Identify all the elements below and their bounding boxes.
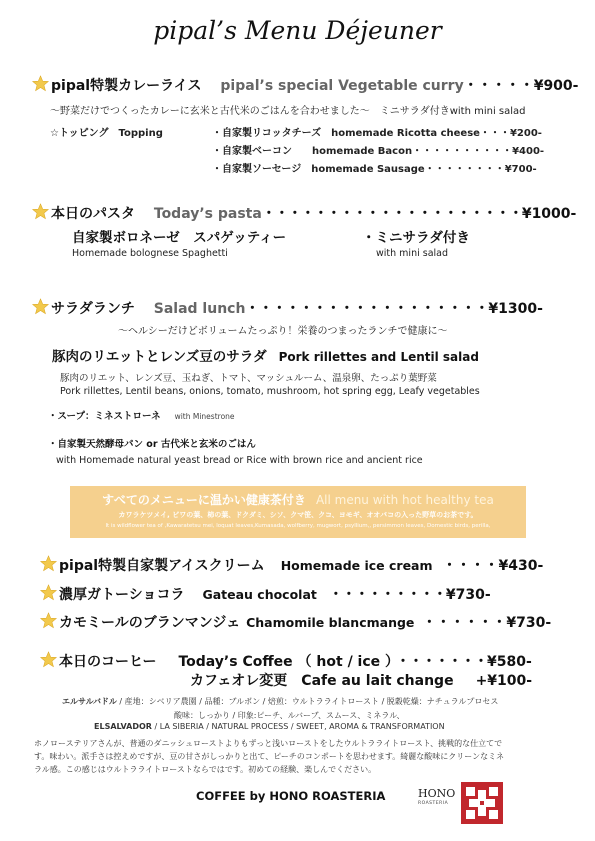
salad-name: サラダランチ	[51, 301, 135, 317]
star-icon	[40, 584, 57, 601]
banner-line-3: It is wildflower tea of ,Kawaratetsu mei, loquat leaves,Kumasada, wolfberry, mugwort, psyllium,, persimmon leaves, Domestic birds, perilla,	[105, 523, 491, 529]
star-icon	[40, 555, 57, 572]
pasta-leader: ・・・・・・・・・・・・・・・・・・・・	[261, 206, 522, 222]
salad-leader: ・・・・・・・・・・・・・・・・・・	[245, 301, 489, 317]
topping-row-sausage: ・自家製ソーセージ homemade Sausage・・・・・・・・¥700-	[212, 164, 537, 175]
pasta-row	[32, 203, 576, 223]
curry-name: pipal特製カレーライス	[51, 78, 202, 94]
star-icon	[32, 75, 49, 92]
curry-row	[32, 75, 578, 95]
star-icon	[40, 651, 57, 668]
salad-description: ～ヘルシーだけどボリュームたっぷり！栄養のつまったランチで健康に～	[118, 326, 448, 337]
star-icon	[32, 298, 49, 315]
coffee-story-line-3: ラル感。この感じはウルトラライトローストならではです。初めての経験、楽しんでください。	[34, 765, 377, 774]
pasta-name-en: Today’s pasta	[153, 206, 262, 222]
dessert-row-gateau: 濃厚ガトーショコラ Gateau chocolat ・・・・・・・・・¥730-	[40, 584, 491, 604]
hono-roasteria-logo-icon	[461, 782, 503, 824]
pasta-dish-en: Homemade bolognese Spaghetti	[72, 248, 228, 259]
roaster-credit: COFFEE by HONO ROASTERIA	[196, 789, 386, 803]
topping-label: ☆トッピング Topping	[50, 128, 163, 139]
coffee-option-row: カフェオレ変更 Cafe au lait change +¥100-	[190, 673, 533, 689]
star-icon	[32, 203, 49, 220]
coffee-story-line-1: ホノローステリアさんが、普通のダニッシュローストよりもずっと浅いローストをしたウルトラライトロースト、挑戦的な仕立てで	[34, 739, 503, 748]
curry-name-en: pipal’s special Vegetable curry	[220, 78, 464, 94]
pasta-name: 本日のパスタ	[51, 206, 135, 222]
banner-line-1: すべてのメニューに温かい健康茶付き All menu with hot healthy tea	[102, 493, 494, 507]
pasta-side-en: with mini salad	[376, 248, 449, 259]
logo-text: HONO	[418, 787, 456, 800]
pasta-price: ¥1000-	[521, 206, 577, 222]
curry-description: ～野菜だけでつくったカレーに玄米と古代米のごはんを合わせました～ ミニサラダ付きwith mini salad	[50, 106, 526, 117]
coffee-origin-jp: エルサルバドル / 産地：シベリア農園 / 品種：ブルボン / 焙煎：ウルトラライトロースト / 脱穀乾燥：ナチュラルプロセス	[62, 697, 499, 706]
coffee-story-line-2: す。味わい。派手さは控えめですが、豆の甘さがしっかりと出て、ピーチのコンポートを思わせます。綺麗な酸味にクリーンなミネ	[34, 752, 505, 761]
star-icon	[40, 612, 57, 629]
salad-row	[32, 298, 543, 318]
salad-bread: ・自家製天然酵母パン or 古代米と玄米のごはん	[48, 439, 256, 450]
pasta-dish: 自家製ボロネーゼ スパゲッティー	[72, 230, 287, 246]
salad-name-en: Salad lunch	[153, 301, 246, 317]
salad-dish: 豚肉のリエットとレンズ豆のサラダ Pork rillettes and Lentil salad	[52, 349, 479, 365]
curry-leader: ・・・・・	[463, 78, 534, 94]
coffee-origin-en: ELSALVADOR / LA SIBERIA / NATURAL PROCESS / SWEET, AROMA & TRANSFORMATION	[94, 722, 445, 731]
dessert-row-blancmange: カモミールのブランマンジェ Chamomile blancmange ・・・・・・¥730-	[40, 612, 551, 632]
salad-price: ¥1300-	[488, 301, 543, 317]
coffee-row: 本日のコーヒー Today’s Coffee （ hot / ice ） ・・・・・・・¥580-	[40, 651, 532, 671]
salad-bread-en: with Homemade natural yeast bread or Rice with brown rice and ancient rice	[56, 455, 423, 466]
coffee-taste-jp: 酸味：しっかり / 印象:ピーチ、ルバーブ、スムース、ミネラル、	[174, 711, 405, 720]
healthy-tea-banner	[70, 486, 526, 538]
salad-ingredients: 豚肉のリエット、レンズ豆、玉ねぎ、トマト、マッシュルーム、温泉卵、たっぷり葉野菜	[60, 373, 437, 384]
salad-soup: ・スープ：ミネストローネ with Minestrone	[48, 411, 235, 422]
page-title: pipal’s Menu Déjeuner	[153, 16, 442, 45]
banner-line-2: カワラケツメイ, ビワの葉、柿の葉、ドクダミ、シソ、クマ笹、クコ、ヨモギ、オオバコの入った野草のお茶です。	[118, 511, 478, 519]
curry-price: ¥900-	[533, 78, 579, 94]
pasta-side: ・ミニサラダ付き	[362, 230, 470, 246]
salad-ingredients-en: Pork rillettes, Lentil beans, onions, tomato, mushroom, hot spring egg, Leafy vegetables	[60, 386, 480, 397]
logo-subtext: ROASTERIA	[418, 801, 449, 806]
topping-row-ricotta: ・自家製リコッタチーズ homemade Ricotta cheese・・・¥200-	[212, 128, 542, 139]
dessert-row-ice-cream: pipal特製自家製アイスクリーム Homemade ice cream ・・・・¥430-	[40, 555, 543, 575]
topping-row-bacon: ・自家製ベーコン homemade Bacon・・・・・・・・・・¥400-	[212, 146, 545, 157]
